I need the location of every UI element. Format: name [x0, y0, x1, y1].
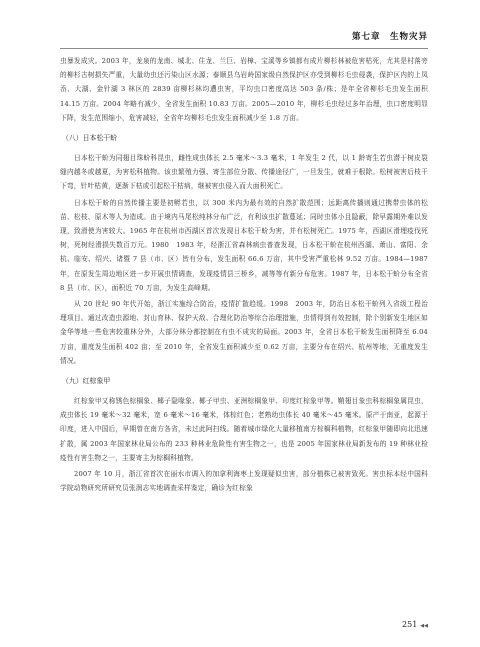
page-number: 251: [402, 620, 418, 629]
paragraph: 日本松干蚧为同翅目珠蚧科昆虫，雌性成虫体长 2.5 毫米～3.3 毫米，1 年发生 2 代，以 1 龄寄生若虫潜于树皮裂缝内越冬或越夏，为害松科植物。该虫繁殖力强、寄生部位分散、传播途径广，一旦发生，就难于根除。松树被害后枝干下弯，针叶枯黄，逐渐下枯或引起松干枯病，继被害虫侵入而大面积死亡。: [60, 154, 428, 191]
paragraph: 2007 年 10 月，浙江省首次在丽水市调入的加拿利海枣上发现疑似虫害，部分植株已被害致死。害虫标本经中国科学院动物研究所研究员张润志实地调查采样鉴定，确诊为红棕象: [60, 470, 428, 493]
paragraph: 日本松干蚧的自然传播主要是初孵若虫，以 300 米内为最有效的自然扩散范围；远距离传播则通过携带虫体的松苗、松枝、原木等人为造成。由于境内马尾松纯林分布广泛，有利该虫扩散蔓延；同时虫体小且隐蔽，除早露期外难以发现，致滑使为害较大。1965 年在杭州市西湖区首次发现日本松干蚧为害，并有松树死亡。1975 年，西湖区滑埋疫伐死树，死树经滑损失数百万元。1980 1983 年，经浙江省森林病虫普查发现，日本松干蚧在杭州西湖、萧山、富阳、余杭、临安、绍兴、诸暨 7 县（市、区）皆有分布，发生面积 66.6 万亩，其中受害严重松林 9.52 万亩。1984—1987 年，在原发生周边地区进一步开展虫情调查，发现疫情县三桥乡，减等等有新分布危害。1987 年，日本松干蚧分布全省 8 县（市、区），面积近 70 万亩，为发生高峰期。: [60, 198, 428, 292]
running-header: [60, 28, 428, 49]
page-body: [60, 54, 428, 497]
paragraph: 从 20 世纪 90 年代开始，浙江实施综合防治，疫情扩散趋缓。1998 2003 年，防治日本松干蚧列入省级工程治理项目。通过改造虫源地、封山育林、保护天敌、合理化防治等综合治理措施，虫情得到有效控制，除个别新发生地区如金华等地一些危害较重林分外，大部分林分都控制在有虫不成灾的局面。2003 年，全省日本松干蚧发生面积降至 6.04 万亩，重度发生面积 402 亩；至 2010 年，全省发生面积减少至 0.62 万亩，主要分布在绍兴、杭州等地，无重度发生情况。: [60, 300, 428, 365]
section-heading: （八）日本松干蚧: [62, 134, 118, 143]
chapter-title: 第七章 生物灾异: [351, 32, 428, 42]
page-footer: [402, 620, 428, 629]
paragraph: 虫暴发成灾。2003 年，龙泉的龙南、城北、住龙、兰巨、岩樟、宝溪等乡镇都有成片柳杉林被危害枯死，尤其是村落旁的柳杉古树损失严重，大量幼虫还污染山区水源；泰顺县乌岩岭国家级自然保护区亦受到柳杉毛虫侵袭，保护区内的上凤岙、大湖、金针湖 3 林区的 2839 亩柳杉林均遭虫害，平均虫口密度高达 503 条/株；是年全省柳杉毛虫发生面积 14.15 万亩。2004 年略有减少，全省发生面积 10.83 万亩。2005—2010 年，柳杉毛虫经过多年治理，虫口密度明显下降，发生范围缩小，危害减轻，全省年均柳杉毛虫发生面积减少至 1.8 万亩。: [60, 57, 428, 122]
paragraph: 红棕象甲又称锈色棕榈象、椰子隐喙象、椰子甲虫、亚洲棕榈象甲、印度红棕象甲等。鞘翅目象虫科棕榈象属昆虫，成虫体长 19 毫米～32 毫米，宽 6 毫米～16 毫米，体棕红色；老熟幼虫体长 40 毫米～45 毫米。原产于南亚，起源于印度，进入中国后，早期曾在南方各省，未过此阿扫线。随着城市绿化大量移植南方棕榈科植物，红棕象甲随即向北迅速扩散，属 2003 年国家林业局公布的 233 种林业危险性有害生物之一，也是 2005 年国家林业局新发布的 19 种林业检疫性有害生物之一，主要寄主为棕榈科植物。: [60, 397, 428, 462]
page-marker: ◀◀: [420, 623, 428, 629]
section-heading: （九）红棕象甲: [62, 377, 111, 386]
